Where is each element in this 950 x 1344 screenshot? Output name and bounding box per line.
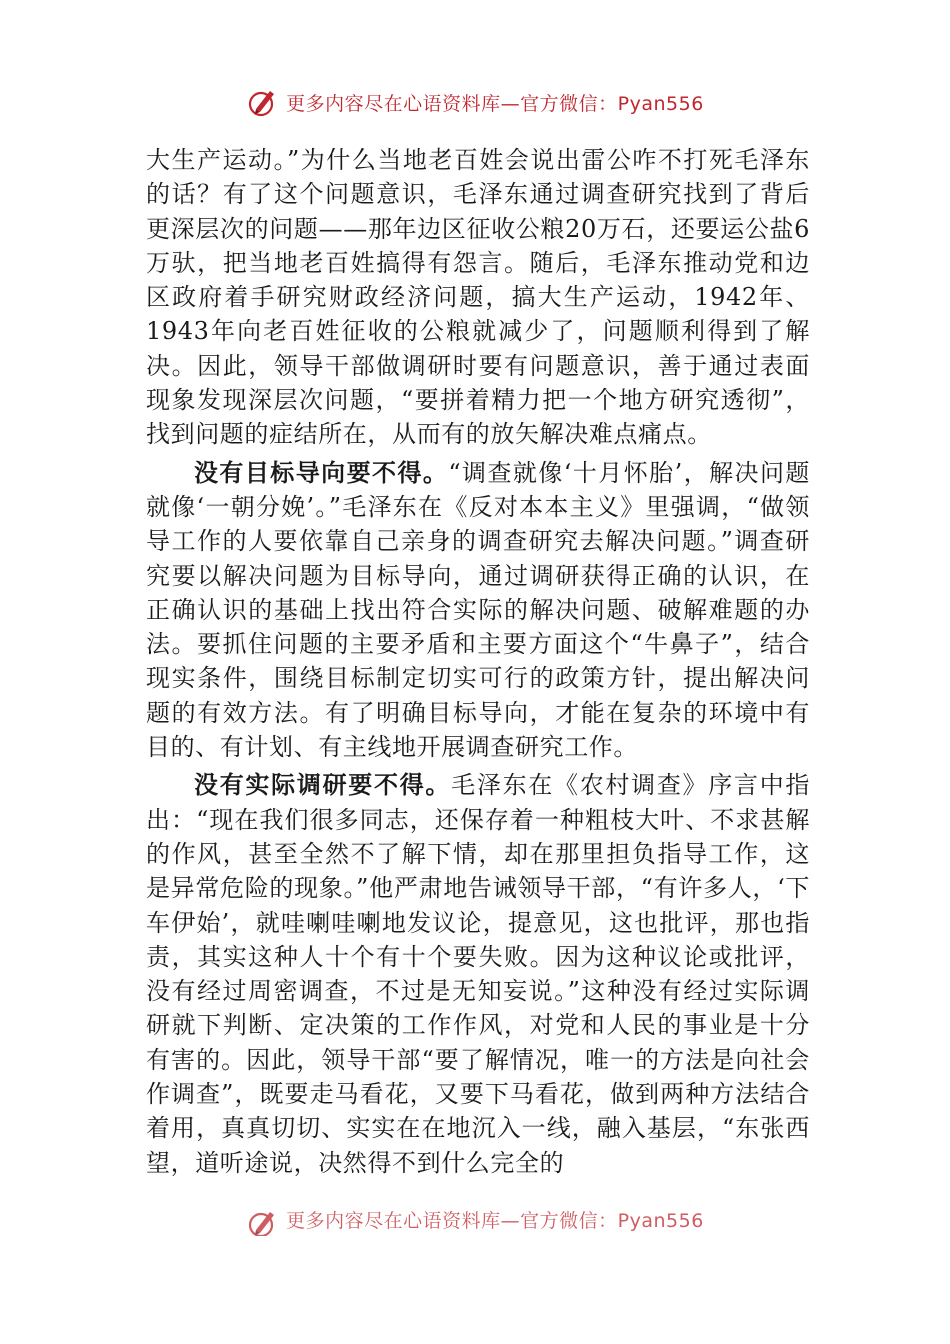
paragraph-3 [146, 768, 810, 1180]
pen-circle-logo-icon [246, 85, 280, 119]
paragraph-2-lead: 没有目标导向要不得。 [194, 458, 449, 487]
paragraph-3-text: 毛泽东在《农村调查》序言中指出：“现在我们很多同志，还保存着一种粗枝大叶、不求甚解的作风，甚至全然不了解下情，却在那里担负指导工作，这是异常危险的现象。”他严肃地告诫领导干部，“有许多人，‘下车伊始’，就哇喇哇喇地发议论，提意见，这也批评，那也指责，其实这种人十个有十个要失败。因为这种议论或批评，没有经过周密调查，不过是无知妄说。”这种没有经过实际调研就下判断、定决策的工作作风，对党和人民的事业是十分有害的。因此，领导干部“要了解情况，唯一的方法是向社会作调查”，既要走马看花，又要下马看花，做到两种方法结合着用，真真切切、实实在在地沉入一线，融入基层，“东张西望，道听途说，决然得不到什么完全的 [146, 771, 811, 1177]
paragraph-3-lead: 没有实际调研要不得。 [194, 771, 452, 800]
paragraph-1 [146, 143, 810, 452]
paragraph-2 [146, 456, 810, 765]
paragraph-2-text: “调查就像‘十月怀胎’，解决问题就像‘一朝分娩’。”毛泽东在《反对本本主义》里强调，“做领导工作的人要依靠自己亲身的调查研究去解决问题。”调查研究要以解决问题为目标导向，通过调研获得正确的认识，在正确认识的基础上找出符合实际的解决问题、破解难题的办法。要抓住问题的主要矛盾和主要方面这个“牛鼻子”，结合现实条件，围绕目标制定切实可行的政策方针，提出解决问题的有效方法。有了明确目标导向，才能在复杂的环境中有目的、有计划、有主线地开展调查研究工作。 [146, 458, 810, 762]
pen-circle-logo-icon [246, 1206, 280, 1236]
document-body [146, 143, 810, 1180]
watermark-header [0, 82, 950, 122]
watermark-footer [0, 1206, 950, 1236]
watermark-footer-text: 更多内容尽在心语资料库—官方微信：Pyan556 [286, 1210, 704, 1232]
watermark-text: 更多内容尽在心语资料库—官方微信：Pyan556 [286, 92, 704, 115]
paragraph-1-text: 大生产运动。”为什么当地老百姓会说出雷公咋不打死毛泽东的话？有了这个问题意识，毛泽东通过调查研究找到了背后更深层次的问题——那年边区征收公粮20万石，还要运公盐6万驮，把当地老百姓搞得有怨言。随后，毛泽东推动党和边区政府着手研究财政经济问题，搞大生产运动，1942年、1943年向老百姓征收的公粮就减少了，问题顺利得到了解决。因此，领导干部做调研时要有问题意识，善于通过表面现象发现深层次问题，“要拼着精力把一个地方研究透彻”，找到问题的症结所在，从而有的放矢解决难点痛点。 [146, 146, 810, 449]
